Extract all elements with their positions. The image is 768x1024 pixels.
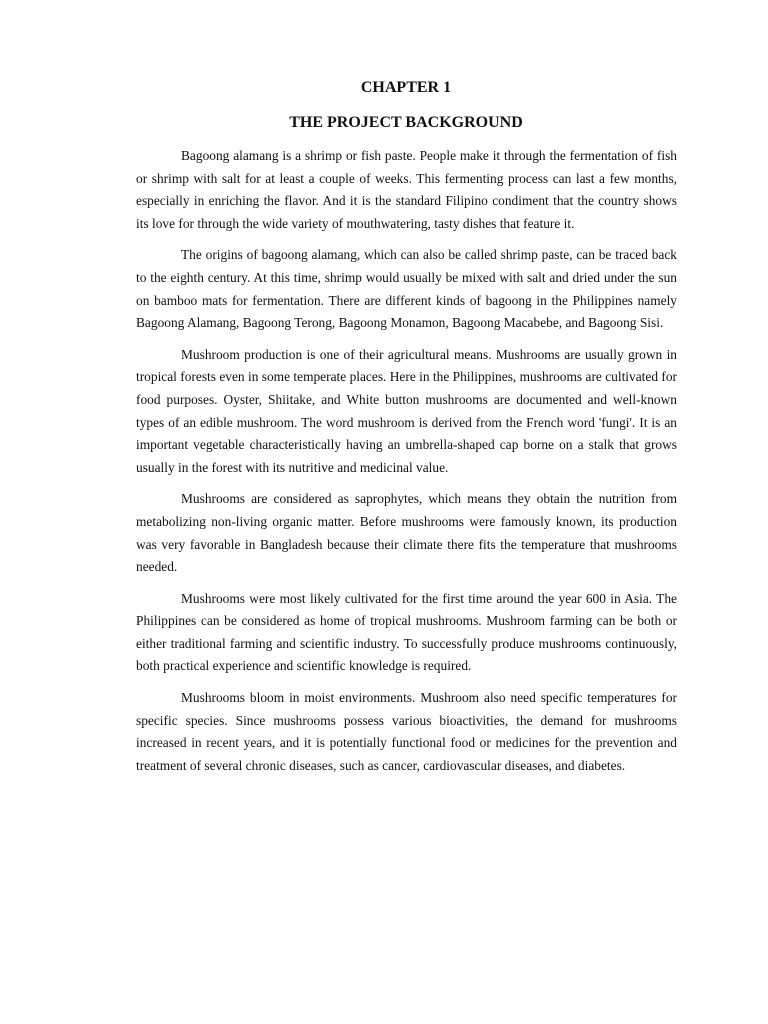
chapter-label: CHAPTER 1 <box>360 79 452 96</box>
body-text <box>136 145 677 786</box>
paragraph-cultivation-history: Mushrooms were most likely cultivated for the first time around the year 600 in Asia. The Philippines can be considered as home of tropical mushrooms. Mushroom farming can be both or either traditional farming and scientific industry. To successfully produce mushrooms continuously, both practical experience and scientific knowledge is required. <box>136 590 677 674</box>
paragraph-saprophytes: Mushrooms are considered as saprophytes, which means they obtain the nutrition from metabolizing non-living organic matter. Before mushrooms were famously known, its production was very favorable in Bangladesh because their climate there fits the temperature that mushrooms needed. <box>136 491 677 575</box>
paragraph-bagoong-intro: Bagoong alamang is a shrimp or fish paste. People make it through the fermentation of fish or shrimp with salt for at least a couple of weeks. This fermenting process can last a few months, especially in enriching the flavor. And it is the standard Filipino condiment that the country shows its love for through the wide variety of mouthwatering, tasty dishes that feature it. <box>136 148 677 231</box>
paragraph-bagoong-origins: The origins of bagoong alamang, which can also be called shrimp paste, can be traced back to the eighth century. At this time, shrimp would usually be mixed with salt and dried under the sun on bamboo mats for fermentation. There are different kinds of bagoong in the Philippines namely Bagoong Alamang, Bagoong Terong, Bagoong Monamon, Bagoong Macabebe, and Bagoong Sisi. <box>136 247 677 331</box>
paragraph-mushroom-production: Mushroom production is one of their agricultural means. Mushrooms are usually grown in tropical forests even in some temperate places. Here in the Philippines, mushrooms are cultivated for food purposes. Oyster, Shiitake, and White button mushrooms are documented and well-known types of an edible mushroom. The word mushroom is derived from the French word 'fungi'. It is an important vegetable characteristically having an umbrella-shaped cap borne on a stalk that grows usually in the forest with its nutritive and medicinal value. <box>136 346 677 475</box>
paragraph-mushroom-environment: Mushrooms bloom in moist environments. Mushroom also need specific temperatures for specific species. Since mushrooms possess various bioactivities, the demand for mushrooms increased in recent years, and it is potentially functional food or medicines for the prevention and treatment of several chronic diseases, such as cancer, cardiovascular diseases, and diabetes. <box>136 690 677 773</box>
chapter-title: THE PROJECT BACKGROUND <box>289 114 523 131</box>
